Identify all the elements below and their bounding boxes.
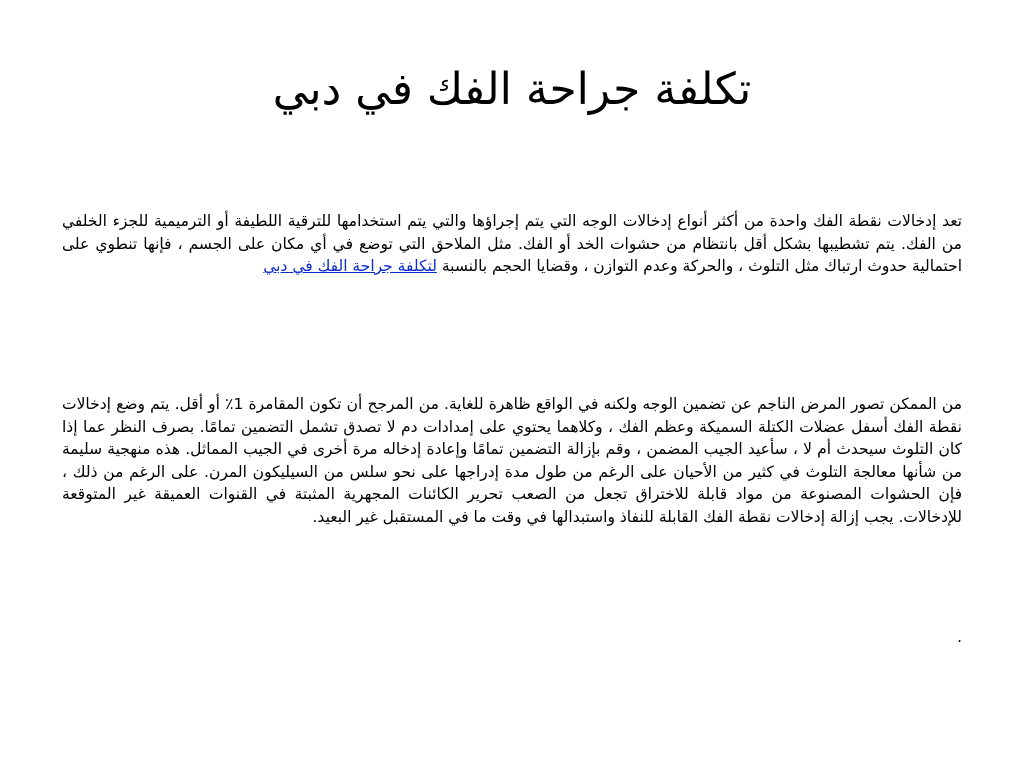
paragraph-1-text: تعد إدخالات نقطة الفك واحدة من أكثر أنواع إدخالات الوجه التي يتم إجراؤها والتي يتم استخدامها للترقية اللطيفة أو الترميمية للجزء الخلفي من الفك. يتم تشطيبها بشكل أقل بانتظام من حشوات الخد أو الفك. مثل الملاحق التي توضع في أي مكان على الجسم ، فإنها تنطوي على احتمالية حدوث ارتباك مثل التلوث ، والحركة وعدم التوازن ، وقضايا الحجم بالنسبة: [62, 212, 962, 275]
trailing-dot-line: [62, 626, 962, 649]
paragraph-2-text: من الممكن تصور المرض الناجم عن تضمين الوجه ولكنه في الواقع ظاهرة للغاية. من المرجح أن تكون المقامرة 1٪ أو أقل. يتم وضع إدخالات نقطة الفك أسفل عضلات الكتلة السميكة وعظم الفك ، وكلاهما يحتوي على إمدادات دم لا تصدق تشمل التضمين تمامًا. بصرف النظر عما إذا كان التلوث سيحدث أم لا ، سأعيد الجيب المضمن ، وقم بإزالة التضمين تمامًا وإعادة إدخاله مرة أخرى في الجيب المماثل. هذه منهجية سليمة من شأنها معالجة التلوث في كثير من الأحيان على الرغم من طول مدة إدراجها على نحو سلس من السيليكون المرن. على الرغم من ذلك ، فإن الحشوات المصنوعة من مواد قابلة للاختراق تجعل من الصعب تحرير الكائنات المجهرية المثبتة في القنوات العميقة غير المتوقعة للإدخالات. يجب إزالة إدخالات نقطة الفك القابلة للنفاذ واستبدالها في وقت ما في المستقبل غير البعيد.: [62, 395, 963, 526]
slide-title: تكلفة جراحة الفك في دبي: [272, 64, 752, 115]
paragraph-1: [62, 210, 962, 278]
trailing-dot: .: [957, 628, 962, 646]
jaw-surgery-cost-link[interactable]: لتكلفة جراحة الفك في دبي: [263, 257, 437, 275]
paragraph-2: [62, 393, 962, 528]
paragraph-1-body: [62, 210, 962, 278]
